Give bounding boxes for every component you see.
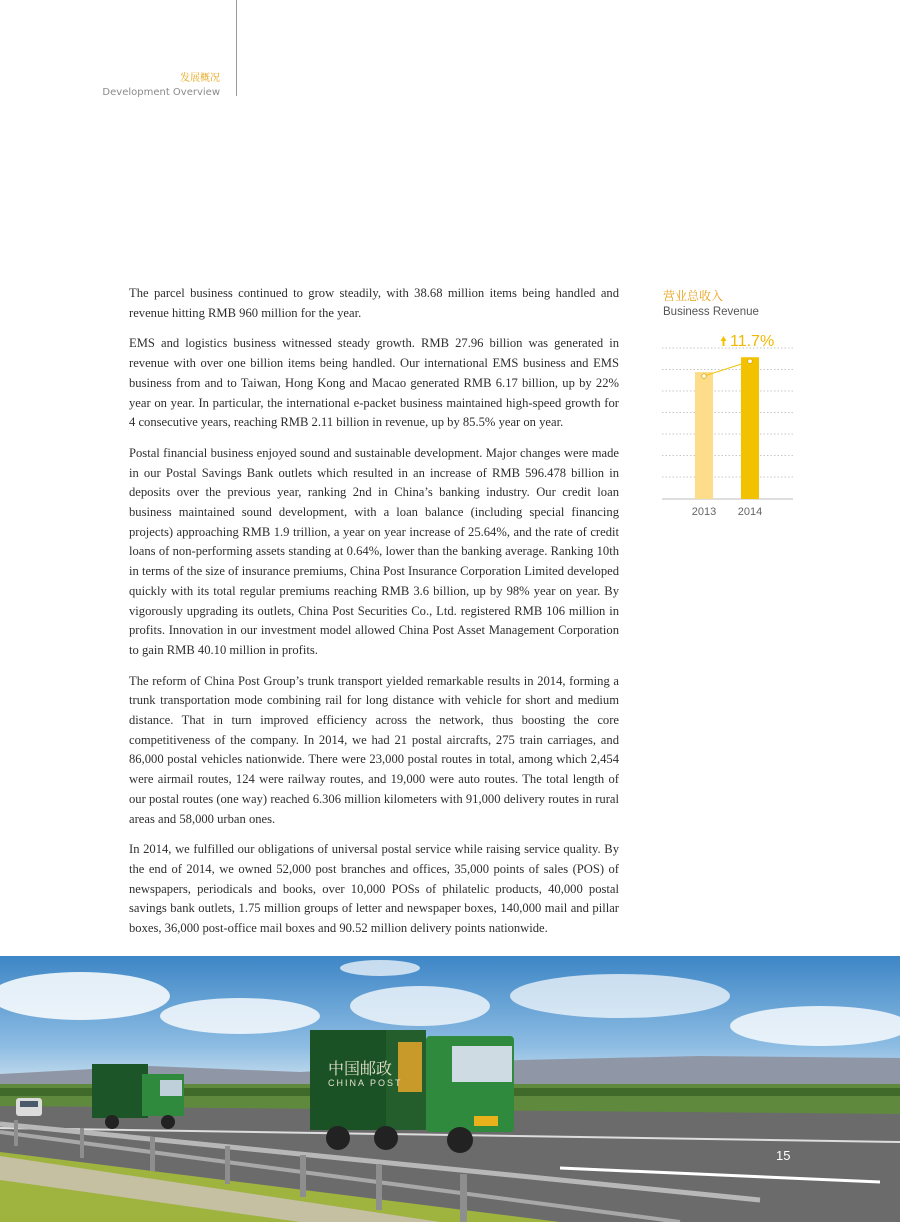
section-header [102,72,220,100]
bar-2013 [695,372,713,499]
x-tick-2014: 2014 [737,506,763,518]
paragraph-universal-service: In 2014, we fulfilled our obligations of universal postal service while raising service quality. By the end of 2014, we owned 52,000 post branches and offices, 35,000 points of sales (POS) of newspapers, periodicals and books, over 10,000 POSs of philatelic products, 40,000 postal savings bank outlets, 1.75 million groups of letter and newspaper boxes, 140,000 mail and pillar boxes, 36,000 post-office mail boxes and 90.52 million delivery points nationwide. [129,842,619,936]
up-arrow-icon [721,336,727,346]
x-tick-2013: 2013 [691,506,717,518]
paragraph-ems: EMS and logistics business witnessed steady growth. RMB 27.96 billion was generated in revenue with over one billion items being handled. Our international EMS business and EMS business from and to Taiwan, Hong Kong and Macao generated RMB 6.17 billion, up by 22% year on year. In particular, the international e-packet business maintained high-speed growth for 4 consecutive years, reaching RMB 2.11 billion in revenue, up by 85.5% year on year. [129,336,619,430]
china-post-truck-photo [0,956,900,1222]
point-2014 [748,359,753,364]
section-title-en: Development Overview [102,87,220,98]
chart-title-cn: 营业总收入 [663,289,724,303]
revenue-bar-chart [660,326,796,526]
growth-label: 11.7% [730,333,775,350]
paragraph-finance: Postal financial business enjoyed sound and sustainable development. Major changes were made in our Postal Savings Bank outlets which resulted in an increase of RMB 596.478 billion in deposits over the previous year, ranking 2nd in China’s banking industry. Our credit loan business maintained sound development, with a loan balance (including special financing projects) approaching RMB 1.9 trillion, a year on year increase of 25.64%, and the rate of credit loans of non-performing assets standing at 0.64%, lower than the banking average. Ranking 10th in terms of the size of insurance premiums, China Post Insurance Corporation Limited developed quickly with its total regular premiums reaching RMB 3.6 billion, up by 98% year on year. By vigorously upgrading its outlets, China Post Securities Co., Ltd. registered RMB 106 million in profits. Innovation in our investment model allowed China Post Asset Management Corporation to gain RMB 40.10 million in profits. [129,445,619,657]
chart-title-en: Business Revenue [663,306,759,318]
point-2013 [702,374,707,379]
bar-2014 [741,357,759,499]
header-divider [236,0,237,96]
paragraph-transport: The reform of China Post Group’s trunk transport yielded remarkable results in 2014, forming a trunk transportation mode combining rail for long distance with vehicle for short and medium distance. That in turn improved efficiency across the network, thus boosting the core competitiveness of the company. In 2014, we had 21 postal aircrafts, 275 train carriages, and 86,000 postal vehicles nationwide. There were 23,000 postal routes in total, among which 2,454 were airmail routes, 124 were railway routes, and 19,000 were auto routes. The total length of our postal routes (one way) reached 6.306 million kilometers with 91,000 delivery routes in rural areas and 58,000 urban ones. [129,673,619,826]
photo-illustration [0,956,900,1222]
paragraph-parcel: The parcel business continued to grow steadily, with 38.68 million items being handled and revenue hitting RMB 960 million for the year. [129,286,619,320]
chart-gridlines [662,348,793,477]
page-number: 15 [776,1148,791,1163]
truck-text-cn: 中国邮政 [328,1059,393,1078]
truck-text-en: CHINA POST [328,1078,403,1088]
body-text [129,284,619,950]
section-title-cn: 发展概况 [180,73,220,84]
